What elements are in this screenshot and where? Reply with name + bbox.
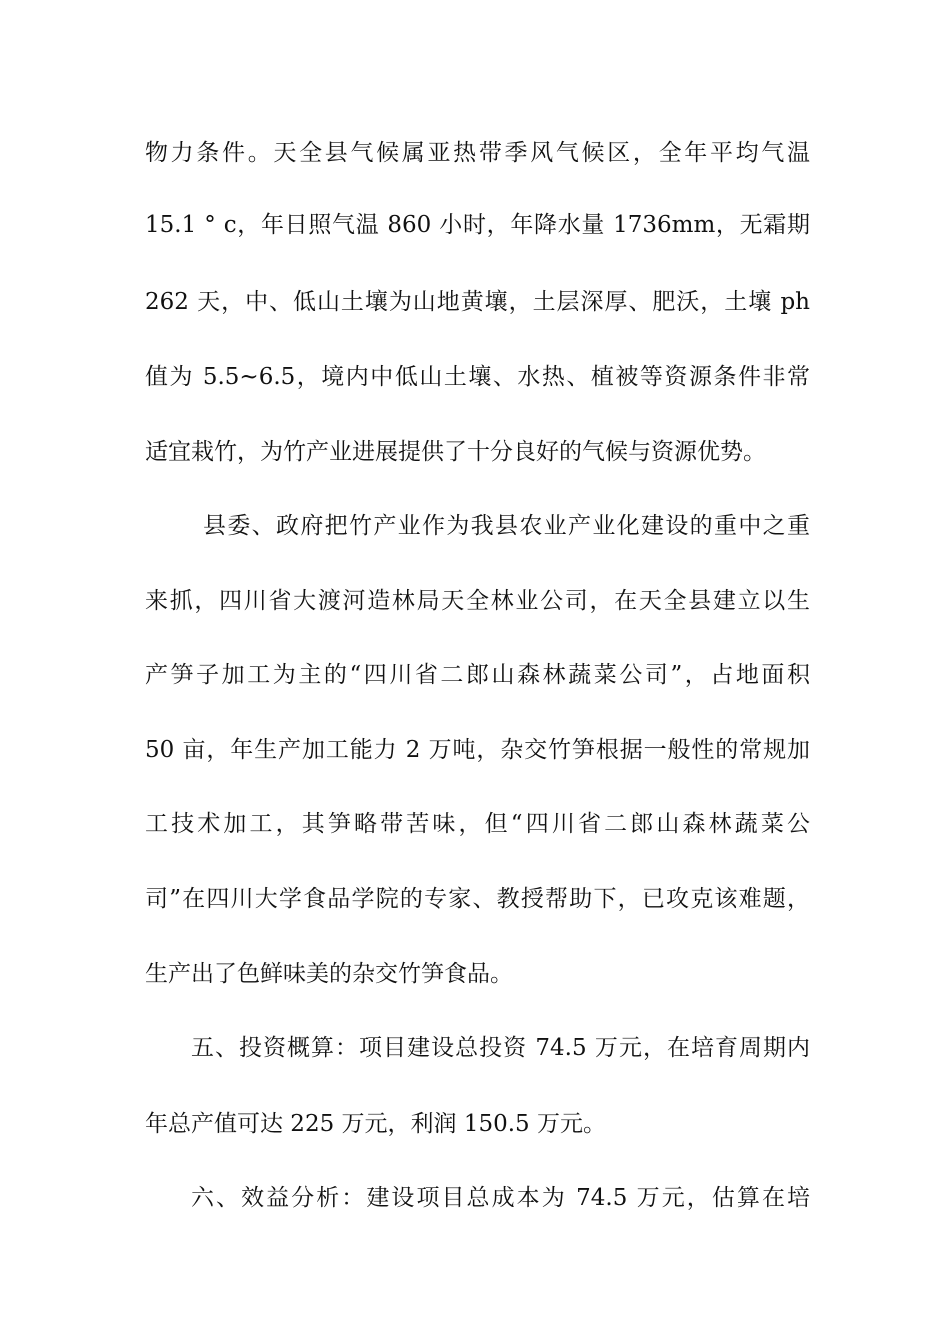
text-line: 工技术加工，其笋略带苦味，但“四川省二郎山森林蔬菜公 (145, 811, 810, 837)
text-line: 适宜栽竹，为竹产业进展提供了十分良好的气候与资源优势。 (145, 439, 766, 465)
text-line: 262 天，中、低山土壤为山地黄壤，土层深厚、肥沃，土壤 ph (145, 289, 810, 315)
section-heading-investment: 五、投资概算：项目建设总投资 74.5 万元，在培育周期内 (191, 1035, 810, 1061)
text-line: 来抓，四川省大渡河造林局天全林业公司，在天全县建立以生 (145, 588, 810, 614)
text-line: 物力条件。天全县气候属亚热带季风气候区，全年平均气温 (145, 140, 810, 166)
section-heading-benefit: 六、效益分析：建设项目总成本为 74.5 万元，估算在培 (191, 1185, 810, 1211)
text-line: 产笋子加工为主的“四川省二郎山森林蔬菜公司”，占地面积 (145, 662, 810, 688)
text-line: 司”在四川大学食品学院的专家、教授帮助下，已攻克该难题， (145, 886, 810, 912)
text-line: 50 亩，年生产加工能力 2 万吨，杂交竹笋根据一般性的常规加 (145, 737, 810, 763)
text-line: 值为 5.5~6.5，境内中低山土壤、水热、植被等资源条件非常 (145, 364, 810, 390)
text-line: 生产出了色鲜味美的杂交竹笋食品。 (145, 961, 513, 987)
text-line: 15.1 ° c，年日照气温 860 小时，年降水量 1736mm，无霜期 (145, 212, 810, 238)
paragraph-first-line: 县委、政府把竹产业作为我县农业产业化建设的重中之重 (203, 513, 810, 539)
text-line: 年总产值可达 225 万元，利润 150.5 万元。 (145, 1111, 606, 1137)
